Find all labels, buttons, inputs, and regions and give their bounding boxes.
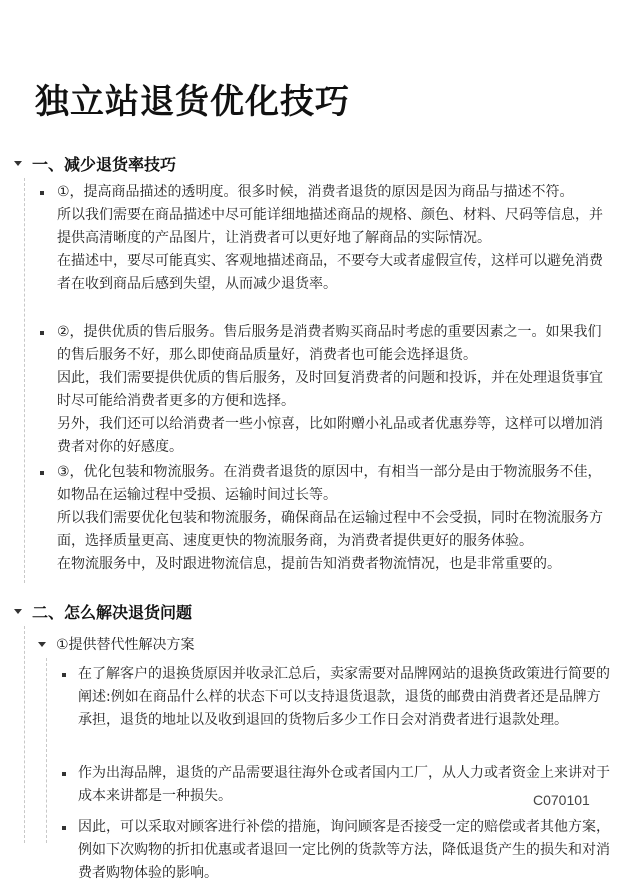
- list-item: [57, 181, 608, 296]
- bullet-icon: [40, 471, 44, 475]
- sub-heading[interactable]: [38, 634, 195, 654]
- sub-guide-line: [46, 658, 47, 843]
- paragraph-line: ②，提供优质的售后服务。售后服务是消费者购买商品时考虑的重要因素之一。如果我们的售后服务不好，那么即使商品质量好，消费者也可能会选择退货。: [57, 324, 602, 363]
- paragraph-line: 因此，我们需要提供优质的售后服务，及时回复消费者的问题和投诉，并在处理退货事宜时尽可能给消费者更多的方便和选择。: [57, 370, 603, 409]
- paragraph-line: 在物流服务中，及时跟进物流信息，提前告知消费者物流情况，也是非常重要的。: [57, 556, 561, 572]
- list-item: [78, 816, 610, 885]
- section-heading-2[interactable]: [14, 600, 192, 623]
- section-heading-2-text: 二、怎么解决退货问题: [32, 603, 193, 622]
- list-item: [78, 762, 610, 808]
- section-1-guide-line: [24, 178, 25, 583]
- paragraph-line: ①，提高商品描述的透明度。很多时候，消费者退货的原因是因为商品与描述不符。: [57, 184, 574, 200]
- sub-heading-text: ①提供替代性解决方案: [56, 637, 195, 653]
- paragraph-line: 在了解客户的退换货原因并收录汇总后，卖家需要对品牌网站的退换货政策进行简要的阐述:例如在商品什么样的状态下可以支持退货退款，退货的邮费由消费者还是品牌方承担，退货的地址以及收到退回的货物后多少工作日会对消费者进行退款处理。: [78, 666, 610, 728]
- page-title: 独立站退货优化技巧: [35, 82, 350, 122]
- bullet-icon: [62, 772, 66, 776]
- watermark-code: C070101: [533, 792, 590, 808]
- paragraph-line: 另外，我们还可以给消费者一些小惊喜，比如附赠小礼品或者优惠券等，这样可以增加消费者对你的好感度。: [57, 416, 603, 455]
- section-heading-1-text: 一、减少退货率技巧: [32, 155, 177, 174]
- paragraph-line: 因此，可以采取对顾客进行补偿的措施，询问顾客是否接受一定的赔偿或者其他方案，例如下次购物的折扣优惠或者退回一定比例的货款等方法，降低退货产生的损失和对消费者购物体验的影响。: [78, 819, 610, 881]
- list-item: [57, 321, 608, 459]
- paragraph-line: 在描述中，要尽可能真实、客观地描述商品，不要夸大或者虚假宣传，这样可以避免消费者在收到商品后感到失望，从而减少退货率。: [57, 253, 603, 292]
- section-2-guide-line: [24, 626, 25, 843]
- collapse-caret-icon[interactable]: [38, 642, 46, 647]
- paragraph-line: 作为出海品牌，退货的产品需要退往海外仓或者国内工厂，从人力或者资金上来讲对于成本来讲都是一种损失。: [78, 765, 610, 804]
- bullet-icon: [40, 331, 44, 335]
- list-item: [57, 461, 608, 576]
- paragraph-line: 所以我们需要优化包装和物流服务，确保商品在运输过程中不会受损，同时在物流服务方面，选择质量更高、速度更快的物流服务商，为消费者提供更好的服务体验。: [57, 510, 603, 549]
- paragraph-line: 所以我们需要在商品描述中尽可能详细地描述商品的规格、颜色、材料、尺码等信息，并提供高清晰度的产品图片，让消费者可以更好地了解商品的实际情况。: [57, 207, 603, 246]
- collapse-caret-icon[interactable]: [14, 161, 22, 166]
- paragraph-line: ③，优化包装和物流服务。在消费者退货的原因中，有相当一部分是由于物流服务不佳，如物品在运输过程中受损、运输时间过长等。: [57, 464, 602, 503]
- bullet-icon: [62, 673, 66, 677]
- bullet-icon: [40, 191, 44, 195]
- list-item: [78, 663, 610, 732]
- collapse-caret-icon[interactable]: [14, 609, 22, 614]
- bullet-icon: [62, 826, 66, 830]
- section-heading-1[interactable]: [14, 152, 176, 175]
